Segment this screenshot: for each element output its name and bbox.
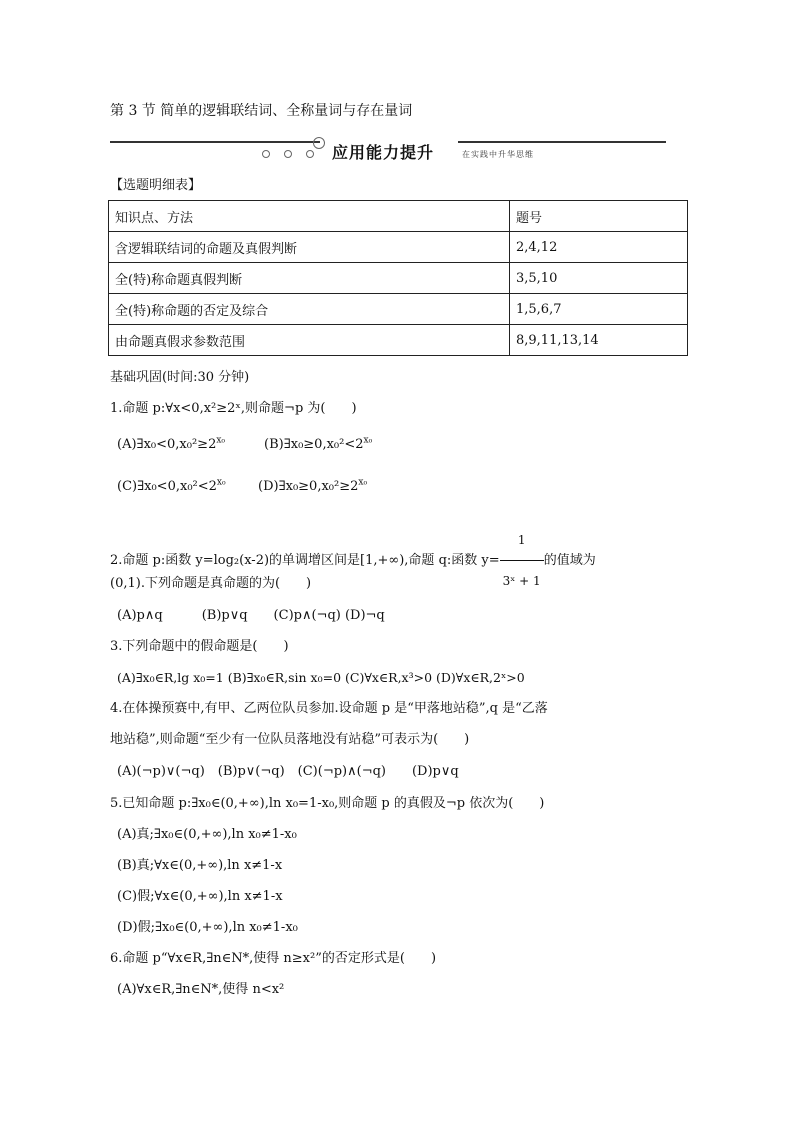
table-header-cell: 知识点、方法 bbox=[109, 201, 510, 232]
question-2-stem: 2.命题 p:函数 y=log₂(x-2)的单调增区间是[1,+∞),命题 q:函数 y= $\frac{1}{\text{3ˣ + 1}}$ 的值域为 bbox=[110, 520, 596, 601]
question-4-line-1: 4.在体操预赛中,有甲、乙两位队员参加.设命题 p 是“甲落地站稳”,q 是“乙落 bbox=[110, 701, 548, 716]
table-cell: 2,4,12 bbox=[510, 232, 688, 263]
question-1-option-b: $(B)\exists x_0\ge 0,x_0^2<2^{x_0}$ bbox=[264, 435, 373, 452]
question-2-options: (A)p∧q (B)p∨q (C)p∧(¬q) (D)¬q bbox=[117, 608, 385, 623]
question-1-stem: 1.命题 p:∀x<0,x²≥2ˣ,则命题¬p 为( ) bbox=[110, 401, 357, 416]
question-1-option-c: $(C)\exists x_0<0,x_0^2<2^{x_0}$ bbox=[117, 477, 226, 494]
table-row bbox=[109, 263, 688, 294]
banner-left-rule bbox=[110, 141, 320, 143]
question-6-stem: 6.命题 p“∀x∈R,∃n∈N*,使得 n≥x²”的否定形式是( ) bbox=[110, 951, 437, 966]
question-4-options: (A)(¬p)∨(¬q) (B)p∨(¬q) (C)(¬p)∧(¬q) (D)p∨q bbox=[117, 764, 459, 779]
question-3-stem: 3.下列命题中的假命题是( ) bbox=[110, 639, 289, 654]
banner-ring-icon bbox=[313, 137, 325, 149]
table-header-row bbox=[109, 201, 688, 232]
banner-dot-icon bbox=[284, 150, 292, 158]
table-row bbox=[109, 325, 688, 356]
section-label: 基础巩固(时间:30 分钟) bbox=[110, 370, 250, 385]
section-title: 第 3 节 简单的逻辑联结词、全称量词与存在量词 bbox=[110, 103, 413, 119]
question-5-option-d: (D)假;∃x₀∈(0,+∞),ln x₀≠1-x₀ bbox=[117, 920, 298, 935]
question-4-line-2: 地站稳”,则命题“至少有一位队员落地没有站稳”可表示为( ) bbox=[110, 732, 470, 747]
table-cell: 1,5,6,7 bbox=[510, 294, 688, 325]
question-1-option-a: $(A)\exists x_0<0,x_0^2\ge 2^{x_0}$ bbox=[117, 435, 226, 452]
question-5-option-b: (B)真;∀x∈(0,+∞),ln x≠1-x bbox=[117, 858, 283, 873]
table-cell: 全(特)称命题的否定及综合 bbox=[109, 294, 510, 325]
table-cell: 由命题真假求参数范围 bbox=[109, 325, 510, 356]
question-5-option-a: (A)真;∃x₀∈(0,+∞),ln x₀≠1-x₀ bbox=[117, 827, 297, 842]
table-cell: 全(特)称命题真假判断 bbox=[109, 263, 510, 294]
question-3-options: (A)∃x₀∈R,lg x₀=1 (B)∃x₀∈R,sin x₀=0 (C)∀x∈R,x³>0 (D)∀x∈R,2ˣ>0 bbox=[117, 670, 525, 685]
fraction: $\frac{1}{\text{3ˣ + 1}}$ bbox=[500, 520, 544, 601]
table-header-cell: 题号 bbox=[510, 201, 688, 232]
table-row bbox=[109, 294, 688, 325]
table-row bbox=[109, 232, 688, 263]
banner-right-rule bbox=[458, 141, 666, 143]
banner-dot-icon bbox=[306, 150, 314, 158]
banner-subtitle: 在实践中升华思维 bbox=[462, 150, 534, 159]
question-2-stem-cont: (0,1).下列命题是真命题的为( ) bbox=[110, 576, 312, 591]
table-cell: 含逻辑联结词的命题及真假判断 bbox=[109, 232, 510, 263]
banner-title: 应用能力提升 bbox=[332, 143, 435, 162]
question-5-option-c: (C)假;∀x∈(0,+∞),ln x≠1-x bbox=[117, 889, 283, 904]
banner-dot-icon bbox=[262, 150, 270, 158]
topic-table bbox=[108, 200, 688, 356]
table-cell: 3,5,10 bbox=[510, 263, 688, 294]
table-cell: 8,9,11,13,14 bbox=[510, 325, 688, 356]
question-1-option-d: $(D)\exists x_0\ge 0,x_0^2\ge 2^{x_0}$ bbox=[258, 477, 368, 494]
question-5-stem: 5.已知命题 p:∃x₀∈(0,+∞),ln x₀=1-x₀,则命题 p 的真假及¬p 依次为( ) bbox=[110, 796, 545, 811]
question-6-option-a: (A)∀x∈R,∃n∈N*,使得 n<x² bbox=[117, 982, 285, 997]
table-heading: 【选题明细表】 bbox=[110, 178, 202, 193]
